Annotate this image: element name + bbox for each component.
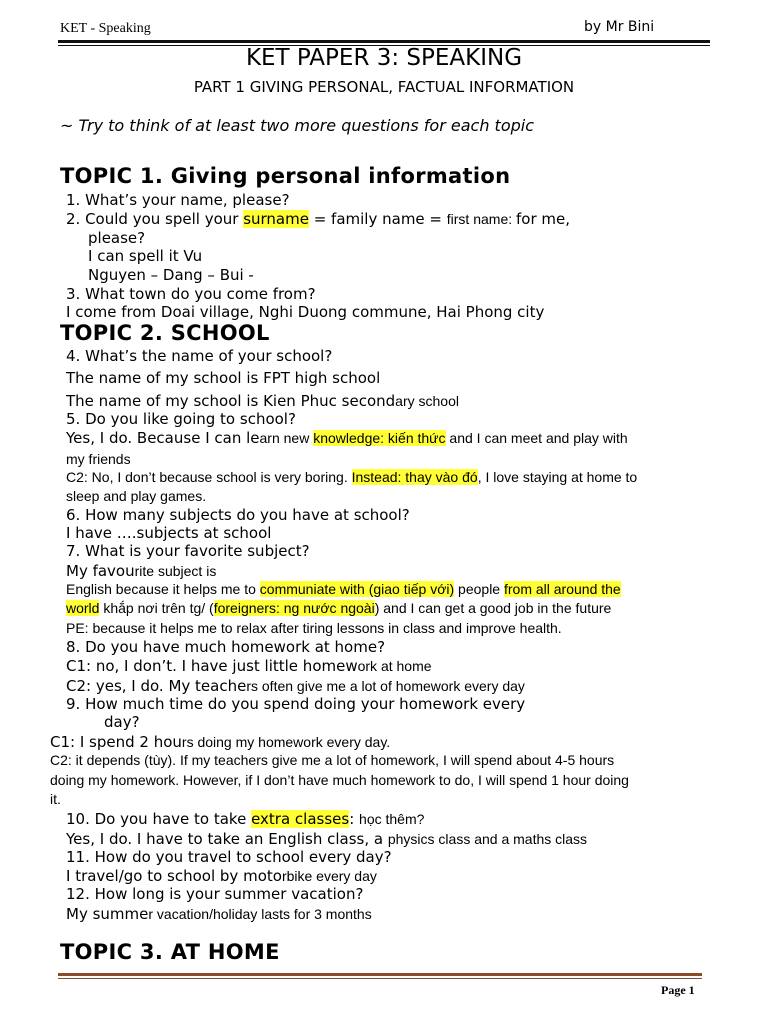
text: people xyxy=(454,581,504,597)
text: rs often give me a lot of homework every day xyxy=(246,678,525,694)
text: khắp nơi trên tg/ ( xyxy=(99,600,214,616)
question-11: 11. How do you travel to school every day? xyxy=(66,848,392,866)
highlight: foreigners: ng nước ngoài xyxy=(213,600,375,616)
answer-5-line4: sleep and play games. xyxy=(66,488,207,504)
question-3: 3. What town do you come from? xyxy=(66,285,316,303)
page-subtitle: PART 1 GIVING PERSONAL, FACTUAL INFORMATION xyxy=(193,78,575,96)
page-title: KET PAPER 3: SPEAKING xyxy=(245,45,523,71)
footer-rule-thin xyxy=(58,978,702,979)
text: physics class and a maths class xyxy=(387,831,588,847)
instruction-hint: ~ Try to think of at least two more questions for each topic xyxy=(60,116,534,135)
question-2 xyxy=(66,210,570,228)
text: Yes, I do. Because I can le xyxy=(66,429,260,447)
text: C1: no, I don’t. I have just little homew xyxy=(66,657,358,675)
highlight: Instead: thay vào đó xyxy=(351,469,478,485)
answer-5-line1 xyxy=(66,429,628,447)
text: : xyxy=(349,810,360,828)
highlight: world xyxy=(66,600,100,616)
header-right: by Mr Bini xyxy=(584,19,655,35)
answer-9-line2: C2: it depends (tùy). If my teachers give me a lot of homework, I will spend about 4-5 hours xyxy=(50,752,615,768)
answer-2-line1: I can spell it Vu xyxy=(88,247,203,265)
text: , I love staying at home to xyxy=(477,469,638,485)
text: r vacation/holiday lasts for 3 months xyxy=(148,906,372,922)
page-number: Page 1 xyxy=(661,983,695,997)
highlight: communiate with (giao tiếp với) xyxy=(259,581,455,597)
answer-12 xyxy=(66,905,372,923)
text: = family name = xyxy=(308,210,447,228)
text: 10. Do you have to take xyxy=(66,810,252,828)
highlight: knowledge: kiến thức xyxy=(313,430,446,446)
answer-9-line3: doing my homework. However, if I don’t have much homework to do, I will spend 1 hour doing xyxy=(50,772,629,788)
header-rule xyxy=(58,40,710,43)
question-8: 8. Do you have much homework at home? xyxy=(66,638,386,656)
question-9-line2: day? xyxy=(104,713,140,731)
question-10 xyxy=(66,810,424,828)
answer-10 xyxy=(66,830,587,848)
topic2-heading: TOPIC 2. SCHOOL xyxy=(60,321,270,345)
answer-11 xyxy=(66,867,377,885)
answer-4-1: The name of my school is FPT high school xyxy=(66,369,381,387)
question-1: 1. What’s your name, please? xyxy=(66,191,290,209)
text: My summe xyxy=(66,905,149,923)
answer-9-line4: it. xyxy=(50,791,61,807)
text: 2. Could you spell your xyxy=(66,210,244,228)
question-4: 4. What’s the name of your school? xyxy=(66,347,333,365)
answer-7-line4: PE: because it helps me to relax after tiring lessons in class and improve health. xyxy=(66,620,562,636)
answer-2-line2: Nguyen – Dang – Bui - xyxy=(88,266,254,284)
text: rbike every day xyxy=(281,868,377,884)
answer-7-line2 xyxy=(66,581,621,597)
question-7: 7. What is your favorite subject? xyxy=(66,542,310,560)
text: ) and I can get a good job in the future xyxy=(374,600,612,616)
answer-5-line3 xyxy=(66,469,637,485)
answer-7-line1 xyxy=(66,562,216,580)
text: ork at home xyxy=(357,658,432,674)
answer-3: I come from Doai village, Nghi Duong commune, Hai Phong city xyxy=(66,303,545,321)
answer-5-line2: my friends xyxy=(66,451,131,467)
text: My favou xyxy=(66,562,135,580)
text: rite subject is xyxy=(134,563,217,579)
answer-9-line1 xyxy=(50,733,390,751)
text: rs doing my homework every day. xyxy=(181,734,391,750)
question-12: 12. How long is your summer vacation? xyxy=(66,885,364,903)
text: Yes, I do. I have to take an English class, a xyxy=(66,830,388,848)
text: C2: yes, I do. My teache xyxy=(66,677,247,695)
text: C1: I spend 2 hou xyxy=(50,733,182,751)
text: and I can meet and play with xyxy=(445,430,628,446)
text: I travel/go to school by moto xyxy=(66,867,282,885)
highlight: from all around the xyxy=(503,581,621,597)
question-6: 6. How many subjects do you have at school? xyxy=(66,506,410,524)
header-left: KET - Speaking xyxy=(60,21,151,36)
text: for me, xyxy=(516,210,571,228)
text: English because it helps me to xyxy=(66,581,260,597)
highlight: extra classes xyxy=(251,810,350,828)
text: C2: No, I don’t because school is very boring. xyxy=(66,469,352,485)
footer-rule xyxy=(58,973,702,976)
highlight: surname xyxy=(243,210,309,228)
text: arn new xyxy=(259,430,314,446)
text: The name of my school is Kien Phuc second xyxy=(66,392,396,410)
text: học thêm? xyxy=(359,811,425,827)
answer-8-line2 xyxy=(66,677,525,695)
topic3-heading: TOPIC 3. AT HOME xyxy=(60,940,280,964)
answer-7-line3 xyxy=(66,600,611,616)
topic1-heading: TOPIC 1. Giving personal information xyxy=(60,164,511,188)
answer-6: I have ….subjects at school xyxy=(66,524,272,542)
answer-4-2 xyxy=(66,392,459,410)
text: ary school xyxy=(395,393,459,409)
text: first name: xyxy=(446,211,517,227)
question-2-cont: please? xyxy=(88,229,146,247)
answer-8-line1 xyxy=(66,657,432,675)
question-9-line1: 9. How much time do you spend doing your homework every xyxy=(66,695,526,713)
question-5: 5. Do you like going to school? xyxy=(66,410,296,428)
